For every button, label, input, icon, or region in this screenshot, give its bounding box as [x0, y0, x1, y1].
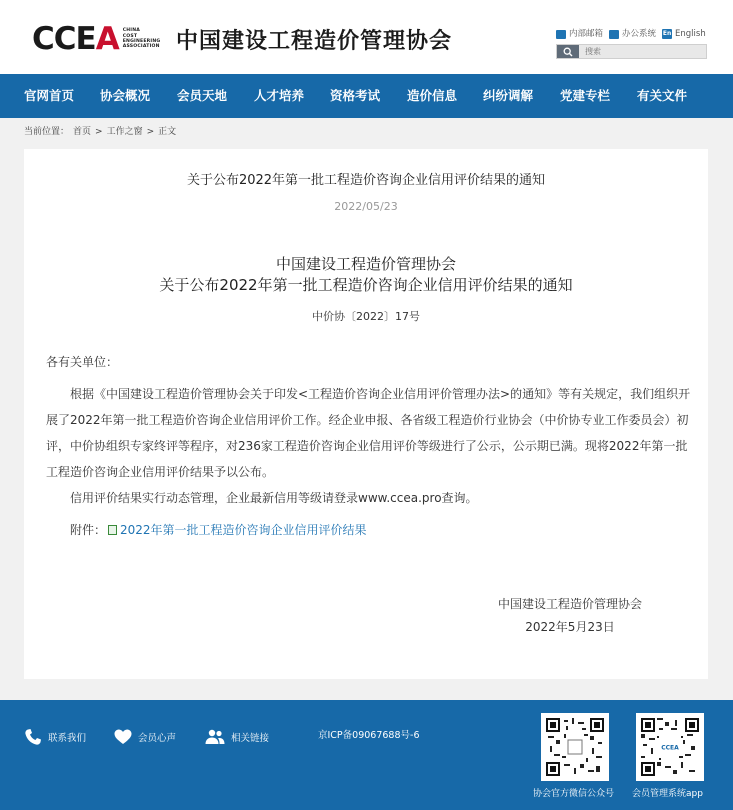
- attachment-row: [70, 522, 367, 538]
- internal-mail-link[interactable]: 内部邮箱: [556, 28, 603, 40]
- article-title: 关于公布2022年第一批工程造价咨询企业信用评价结果的通知: [186, 173, 546, 188]
- qr-center-logo: CCEA: [661, 744, 679, 752]
- paragraph-dynamic: 信用评价结果实行动态管理，企业最新信用等级请登录www.ccea.pro查询。: [70, 491, 478, 505]
- document-title: 关于公布2022年第一批工程造价咨询企业信用评价结果的通知: [159, 276, 573, 294]
- document-org: 中国建设工程造价管理协会: [275, 255, 456, 273]
- qr-code-icon: [541, 713, 609, 781]
- briefcase-icon: [609, 30, 619, 39]
- english-link[interactable]: En English: [662, 29, 706, 39]
- attachment-link[interactable]: 2022年第一批工程造价咨询企业信用评价结果: [120, 523, 367, 537]
- breadcrumb: [24, 126, 176, 138]
- nav-about[interactable]: 协会概况: [100, 88, 151, 103]
- signature-org: 中国建设工程造价管理协会: [497, 597, 642, 611]
- logo-subtitle: CHINA COST ENGINEERING ASSOCIATION: [122, 28, 161, 50]
- logo-wordmark: CCEA: [32, 21, 119, 57]
- qr-code-icon: [636, 713, 704, 781]
- qr-label-app: 会员管理系统app: [632, 789, 703, 799]
- nav-cost-info[interactable]: 造价信息: [407, 88, 458, 103]
- attachment-label: 附件：: [70, 523, 107, 537]
- nav-documents[interactable]: 有关文件: [637, 88, 688, 103]
- icp-number: 京ICP备09067688号-6: [318, 730, 420, 741]
- paragraph-main: 根据《中国建设工程造价管理协会关于印发<工程造价咨询企业信用评价管理办法>的通知》等有关规定，我们组织开展了2022年第一批工程造价咨询企业信用评价工作。经企业申报、各省级工程造价行业协会（中价协专业工作委员会）初评，中价协组织专家终评等程序，对236家工程造价咨询企业信用评价等级进行了公示，公示期已满。现将2022年第一批工程造价咨询企业信用评价结果予以公布。: [46, 387, 691, 479]
- article-date: 2022/05/23: [334, 200, 398, 213]
- phone-icon: [24, 728, 42, 746]
- document-number: 中价协〔2022〕17号: [312, 310, 420, 323]
- en-icon: En: [662, 30, 672, 37]
- signature-date: 2022年5月23日: [525, 620, 615, 634]
- salutation: 各有关单位：: [46, 355, 119, 369]
- footer-contact-link[interactable]: 联系我们: [24, 700, 86, 774]
- footer-related-links[interactable]: 相关链接: [205, 700, 269, 774]
- breadcrumb-home[interactable]: 首页: [73, 127, 92, 137]
- search-button[interactable]: [557, 45, 579, 58]
- top-links: [556, 28, 706, 40]
- footer-member-voice-link[interactable]: 会员心声: [114, 700, 176, 774]
- breadcrumb-current: 正文: [158, 127, 177, 137]
- office-system-link[interactable]: 办公系统: [609, 28, 656, 40]
- site-header: [0, 0, 733, 74]
- nav-members[interactable]: 会员天地: [177, 88, 228, 103]
- heart-icon: [114, 729, 132, 745]
- nav-party[interactable]: 党建专栏: [560, 88, 611, 103]
- search-input[interactable]: [585, 47, 695, 56]
- main-nav: [0, 74, 733, 118]
- search-icon: [563, 47, 573, 57]
- site-title: 中国建设工程造价管理协会: [176, 29, 453, 54]
- site-footer: [0, 700, 733, 810]
- nav-training[interactable]: 人才培养: [254, 88, 305, 103]
- nav-home[interactable]: 官网首页: [24, 88, 75, 103]
- breadcrumb-separator: >: [95, 127, 103, 137]
- mail-icon: [556, 30, 566, 39]
- breadcrumb-work-window[interactable]: 工作之窗: [106, 127, 143, 137]
- qr-label-wechat: 协会官方微信公众号: [533, 789, 615, 799]
- article-panel: [24, 149, 708, 679]
- nav-mediation[interactable]: 纠纷调解: [483, 88, 534, 103]
- site-logo[interactable]: [32, 22, 163, 56]
- search-box: [556, 44, 707, 59]
- nav-exams[interactable]: 资格考试: [330, 88, 381, 103]
- file-icon: [108, 525, 117, 535]
- breadcrumb-separator: >: [146, 127, 155, 137]
- breadcrumb-prefix: 当前位置：: [24, 127, 70, 137]
- people-icon: [205, 729, 225, 745]
